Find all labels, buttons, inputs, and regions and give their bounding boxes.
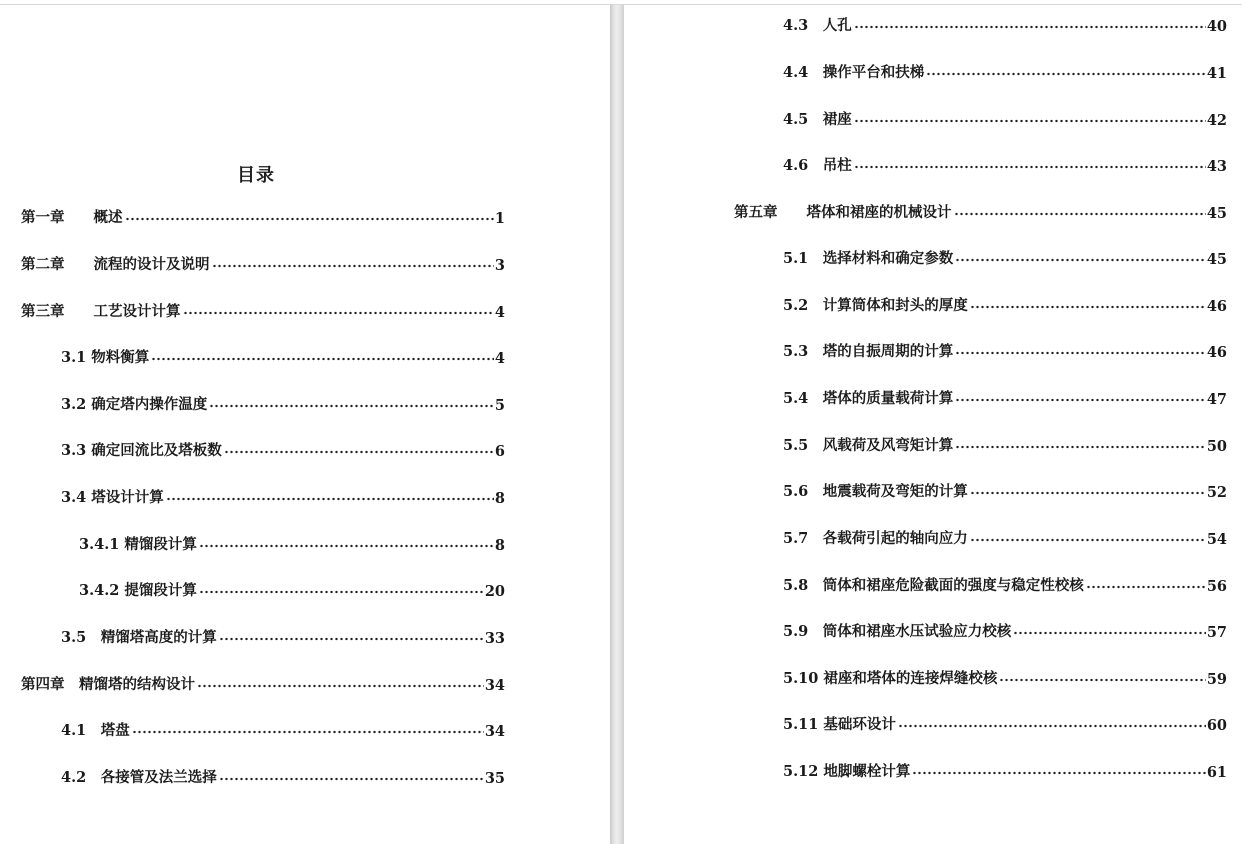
toc-entry[interactable] <box>783 712 1227 734</box>
toc-page-number: 20 <box>484 583 505 600</box>
toc-entry[interactable] <box>783 13 1227 35</box>
toc-entry-label: 3.1 物料衡算 <box>61 349 150 366</box>
toc-entry[interactable] <box>783 153 1227 175</box>
toc-leader-dots <box>970 490 1206 496</box>
toc-entry-label: 5.6 地震载荷及弯矩的计算 <box>783 483 968 500</box>
toc-entry[interactable] <box>21 205 505 227</box>
toc-leader-dots <box>1086 584 1206 590</box>
toc-page-number: 4 <box>494 304 505 321</box>
toc-entry[interactable] <box>61 485 505 507</box>
toc-leader-dots <box>212 263 494 269</box>
toc-entry-label: 5.1 选择材料和确定参数 <box>783 250 954 267</box>
toc-entry[interactable] <box>783 666 1227 688</box>
toc-entry[interactable] <box>783 433 1227 455</box>
toc-entry[interactable] <box>61 345 505 367</box>
toc-page-number: 4 <box>494 350 505 367</box>
toc-page-number: 46 <box>1206 344 1227 361</box>
toc-entry-label: 5.12 地脚螺栓计算 <box>783 763 911 780</box>
toc-leader-dots <box>955 257 1206 263</box>
toc-entry-label: 5.3 塔的自振周期的计算 <box>783 343 954 360</box>
toc-leader-dots <box>151 356 494 362</box>
toc-leader-dots <box>926 71 1206 77</box>
toc-entry-label: 4.2 各接管及法兰选择 <box>61 769 217 786</box>
toc-page-number: 6 <box>494 443 505 460</box>
toc-page-number: 8 <box>494 537 505 554</box>
toc-entry-label: 4.3 人孔 <box>783 17 852 34</box>
toc-entry-label: 3.4.1 精馏段计算 <box>79 536 197 553</box>
toc-leader-dots <box>183 310 494 316</box>
toc-entry-label: 5.10 裙座和塔体的连接焊缝校核 <box>783 670 998 687</box>
toc-leader-dots <box>954 211 1206 217</box>
toc-entry-label: 第二章 流程的设计及说明 <box>21 256 210 273</box>
toc-page-number: 42 <box>1206 112 1227 129</box>
toc-entry-label: 4.1 塔盘 <box>61 722 130 739</box>
toc-entry-label: 3.4 塔设计计算 <box>61 489 164 506</box>
toc-page-number: 1 <box>494 210 505 227</box>
toc-entry[interactable] <box>79 532 505 554</box>
toc-leader-dots <box>197 683 484 689</box>
toc-page-number: 40 <box>1206 18 1227 35</box>
toc-entry[interactable] <box>61 392 505 414</box>
toc-page-number: 43 <box>1206 158 1227 175</box>
toc-page-number: 8 <box>494 490 505 507</box>
toc-entry[interactable] <box>783 386 1227 408</box>
toc-leader-dots <box>970 537 1206 543</box>
toc-leader-dots <box>854 118 1206 124</box>
toc-entry-label: 3.5 精馏塔高度的计算 <box>61 629 217 646</box>
toc-leader-dots <box>166 496 494 502</box>
toc-page-number: 50 <box>1206 438 1227 455</box>
toc-page-number: 45 <box>1206 205 1227 222</box>
toc-title: 目录 <box>237 165 275 186</box>
toc-leader-dots <box>854 24 1206 30</box>
toc-entry-label: 第一章 概述 <box>21 209 123 226</box>
toc-entry-label: 第三章 工艺设计计算 <box>21 303 181 320</box>
toc-leader-dots <box>219 636 484 642</box>
toc-page-number: 56 <box>1206 578 1227 595</box>
toc-entry[interactable] <box>783 619 1227 641</box>
toc-entry-label: 3.4.2 提馏段计算 <box>79 582 197 599</box>
toc-leader-dots <box>125 216 494 222</box>
toc-entry[interactable] <box>79 578 505 600</box>
toc-entry[interactable] <box>783 339 1227 361</box>
toc-entry[interactable] <box>783 107 1227 129</box>
toc-entry[interactable] <box>61 438 505 460</box>
toc-leader-dots <box>999 677 1205 683</box>
toc-page-number: 52 <box>1206 484 1227 501</box>
toc-entry[interactable] <box>783 246 1227 268</box>
toc-leader-dots <box>955 397 1206 403</box>
toc-entry-label: 5.11 基础环设计 <box>783 716 896 733</box>
toc-page-number: 34 <box>484 723 505 740</box>
toc-leader-dots <box>955 444 1206 450</box>
toc-page-number: 60 <box>1206 717 1227 734</box>
toc-entry[interactable] <box>61 625 505 647</box>
toc-page-number: 47 <box>1206 391 1227 408</box>
toc-leader-dots <box>199 543 494 549</box>
toc-entry-label: 第五章 塔体和裙座的机械设计 <box>734 204 952 221</box>
toc-page-number: 45 <box>1206 251 1227 268</box>
toc-page-number: 54 <box>1206 531 1227 548</box>
toc-leader-dots <box>209 403 494 409</box>
toc-entry[interactable] <box>61 718 505 740</box>
toc-leader-dots <box>1013 630 1206 636</box>
toc-entry-label: 5.2 计算筒体和封头的厚度 <box>783 297 968 314</box>
toc-entry-label: 第四章 精馏塔的结构设计 <box>21 676 195 693</box>
toc-leader-dots <box>970 304 1206 310</box>
toc-page-number: 34 <box>484 677 505 694</box>
toc-entry[interactable] <box>783 526 1227 548</box>
toc-leader-dots <box>132 729 484 735</box>
toc-entry-label: 3.3 确定回流比及塔板数 <box>61 442 222 459</box>
toc-page-number: 5 <box>494 397 505 414</box>
toc-entry-label: 4.4 操作平台和扶梯 <box>783 64 925 81</box>
toc-entry[interactable] <box>21 252 505 274</box>
toc-entry[interactable] <box>783 60 1227 82</box>
toc-page-number: 59 <box>1206 671 1227 688</box>
left-page[interactable] <box>0 5 610 844</box>
toc-page-number: 35 <box>484 770 505 787</box>
toc-entry[interactable] <box>21 299 505 321</box>
toc-entry-label: 5.5 风载荷及风弯矩计算 <box>783 437 954 454</box>
toc-entry-label: 3.2 确定塔内操作温度 <box>61 396 208 413</box>
toc-entry[interactable] <box>783 479 1227 501</box>
toc-leader-dots <box>912 770 1205 776</box>
toc-page-number: 61 <box>1206 764 1227 781</box>
toc-entry-label: 5.7 各载荷引起的轴向应力 <box>783 530 968 547</box>
right-page[interactable] <box>624 5 1242 844</box>
toc-leader-dots <box>854 164 1206 170</box>
toc-entry-label: 4.5 裙座 <box>783 111 852 128</box>
toc-entry-label: 5.4 塔体的质量载荷计算 <box>783 390 954 407</box>
toc-entry[interactable] <box>734 200 1227 222</box>
toc-entry-label: 4.6 吊柱 <box>783 157 852 174</box>
toc-page-number: 3 <box>494 257 505 274</box>
toc-leader-dots <box>199 589 484 595</box>
page-gutter <box>610 5 624 844</box>
toc-entry[interactable] <box>783 293 1227 315</box>
toc-page-number: 41 <box>1206 65 1227 82</box>
toc-leader-dots <box>219 776 484 782</box>
toc-page-number: 57 <box>1206 624 1227 641</box>
toc-entry-label: 5.9 筒体和裙座水压试验应力校核 <box>783 623 1012 640</box>
toc-entry[interactable] <box>783 759 1227 781</box>
toc-leader-dots <box>898 723 1206 729</box>
toc-leader-dots <box>224 449 494 455</box>
toc-page-number: 46 <box>1206 298 1227 315</box>
toc-entry[interactable] <box>21 672 505 694</box>
toc-page-number: 33 <box>484 630 505 647</box>
toc-entry[interactable] <box>61 765 505 787</box>
toc-leader-dots <box>955 350 1206 356</box>
toc-entry[interactable] <box>783 573 1227 595</box>
toc-entry-label: 5.8 筒体和裙座危险截面的强度与稳定性校核 <box>783 577 1084 594</box>
